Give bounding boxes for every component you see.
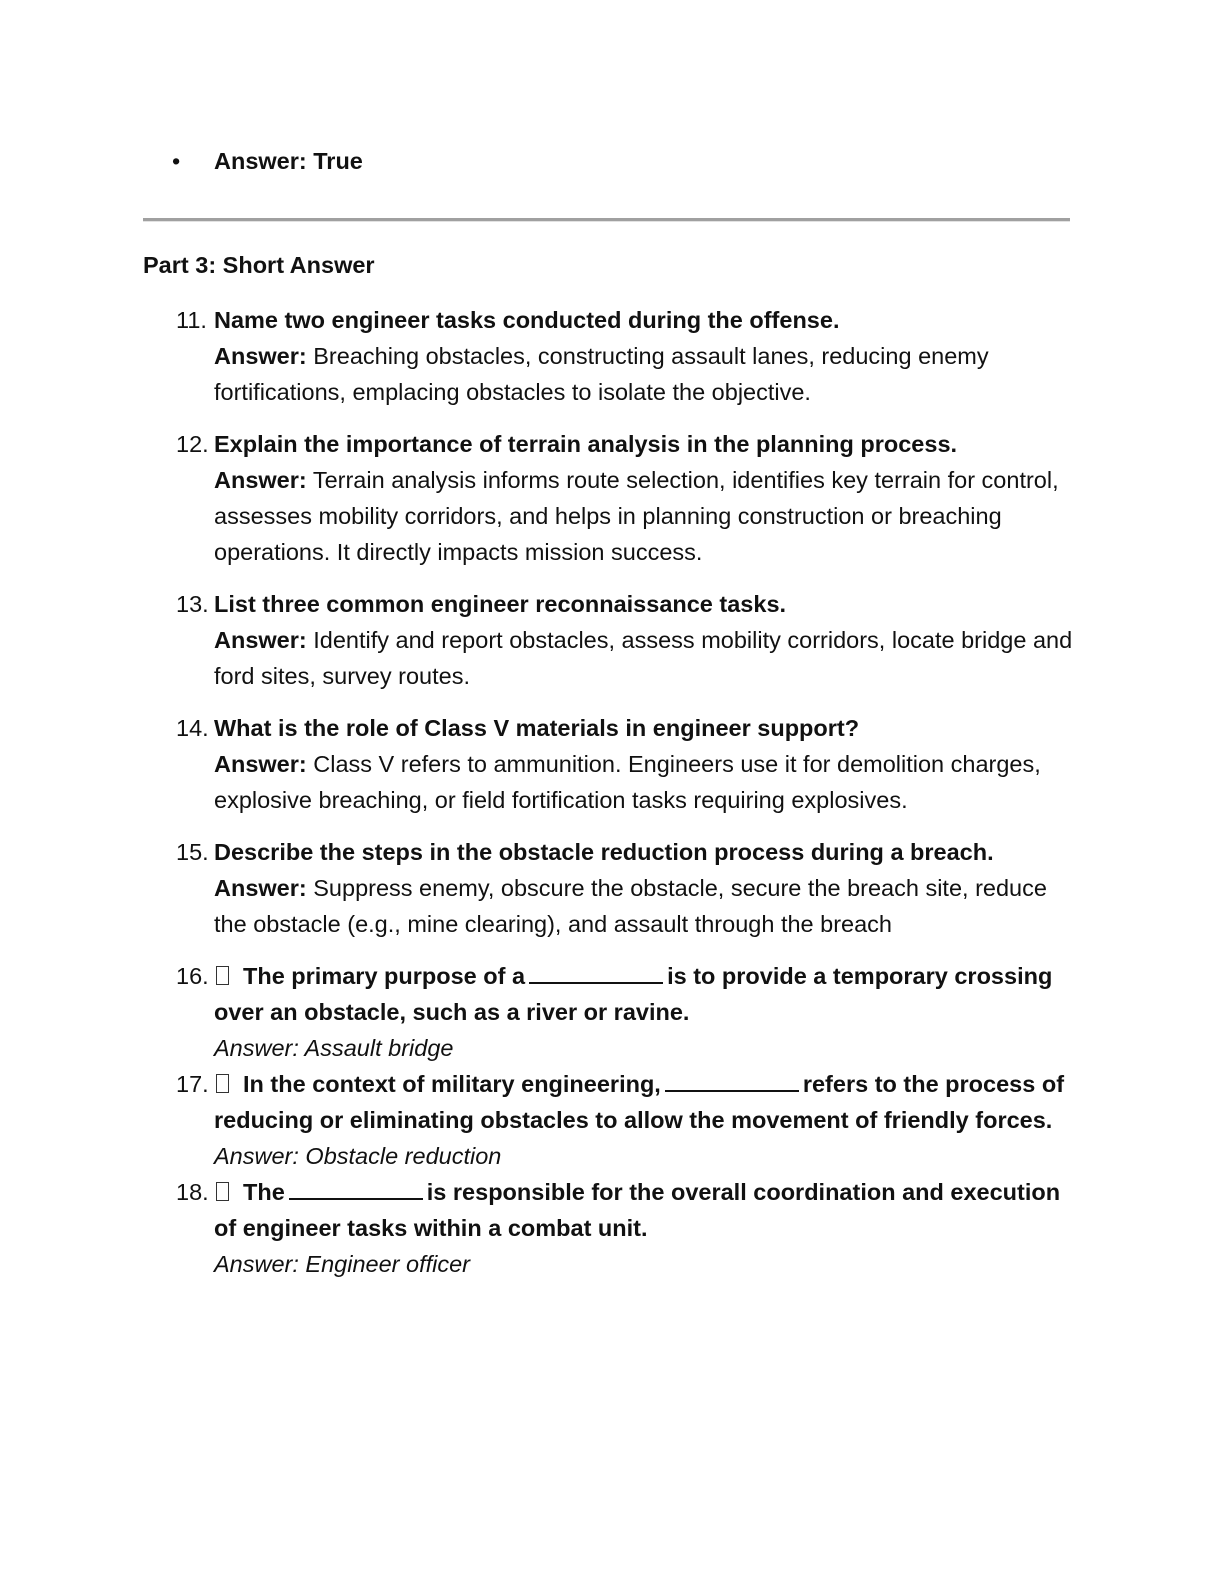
answer-text: Terrain analysis informs route selection, identifies key terrain for control, assesses mobility corridors, and helps in planning construction or breaching operations. It directly impacts mission success. — [214, 467, 1059, 565]
fill-in-item — [0, 1066, 1074, 1174]
true-false-answer — [172, 146, 363, 176]
answer-text: Class V refers to ammunition. Engineers use it for demolition charges, explosive breaching, or field fortification tasks requiring explosives. — [214, 751, 1041, 813]
question-number: 11. — [176, 307, 207, 333]
missing-glyph-icon — [216, 1074, 229, 1093]
horizontal-divider — [143, 218, 1070, 222]
question-text-after: is responsible for the overall coordination and execution of engineer tasks within a combat unit. — [214, 1179, 1061, 1241]
question-item — [0, 586, 1074, 694]
question-number: 17. — [176, 1071, 209, 1097]
blank-line — [529, 964, 663, 984]
section-heading: Part 3: Short Answer — [143, 252, 375, 278]
answer-label: Answer: — [214, 875, 307, 901]
question-item — [0, 302, 1074, 410]
question-text-before: The primary purpose of a — [243, 963, 526, 989]
answer-text: Suppress enemy, obscure the obstacle, secure the breach site, reduce the obstacle (e.g., mine clearing), and assault through the breach — [214, 875, 1047, 937]
question-number: 14. — [176, 715, 209, 741]
answer-text: Answer: True — [214, 148, 363, 174]
question-text: Name two engineer tasks conducted during the offense. — [214, 307, 840, 333]
bullet-icon: • — [172, 148, 181, 174]
question-text: List three common engineer reconnaissance tasks. — [214, 591, 787, 617]
question-item — [0, 426, 1074, 570]
question-number: 12. — [176, 431, 209, 457]
question-number: 16. — [176, 963, 209, 989]
blank-line — [289, 1180, 423, 1200]
answer-text: Answer: Assault bridge — [214, 1035, 454, 1061]
fill-in-item — [0, 1174, 1074, 1282]
question-text: Explain the importance of terrain analysis in the planning process. — [214, 431, 958, 457]
question-text-after: is to provide a temporary crossing over an obstacle, such as a river or ravine. — [214, 963, 1053, 1025]
answer-text: Identify and report obstacles, assess mobility corridors, locate bridge and ford sites, survey routes. — [214, 627, 1073, 689]
question-text: What is the role of Class V materials in engineer support? — [214, 715, 860, 741]
question-number: 15. — [176, 839, 209, 865]
answer-text: Answer: Engineer officer — [214, 1251, 471, 1277]
answer-label: Answer: — [214, 467, 307, 493]
question-list — [0, 302, 1224, 1282]
answer-label: Answer: — [214, 343, 307, 369]
question-text-after: refers to the process of reducing or eliminating obstacles to allow the movement of friendly forces. — [214, 1071, 1065, 1133]
question-text: Describe the steps in the obstacle reduction process during a breach. — [214, 839, 994, 865]
fill-in-item — [0, 958, 1074, 1066]
question-item — [0, 834, 1074, 942]
answer-label: Answer: — [214, 627, 307, 653]
question-number: 18. — [176, 1179, 209, 1205]
missing-glyph-icon — [216, 966, 229, 985]
question-text-before: The — [243, 1179, 285, 1205]
answer-label: Answer: — [214, 751, 307, 777]
answer-text: Answer: Obstacle reduction — [214, 1143, 502, 1169]
answer-text: Breaching obstacles, constructing assault lanes, reducing enemy fortifications, emplacing obstacles to isolate the objective. — [214, 343, 989, 405]
blank-line — [665, 1072, 799, 1092]
missing-glyph-icon — [216, 1182, 229, 1201]
question-number: 13. — [176, 591, 209, 617]
question-item — [0, 710, 1074, 818]
question-text-before: In the context of military engineering, — [243, 1071, 661, 1097]
